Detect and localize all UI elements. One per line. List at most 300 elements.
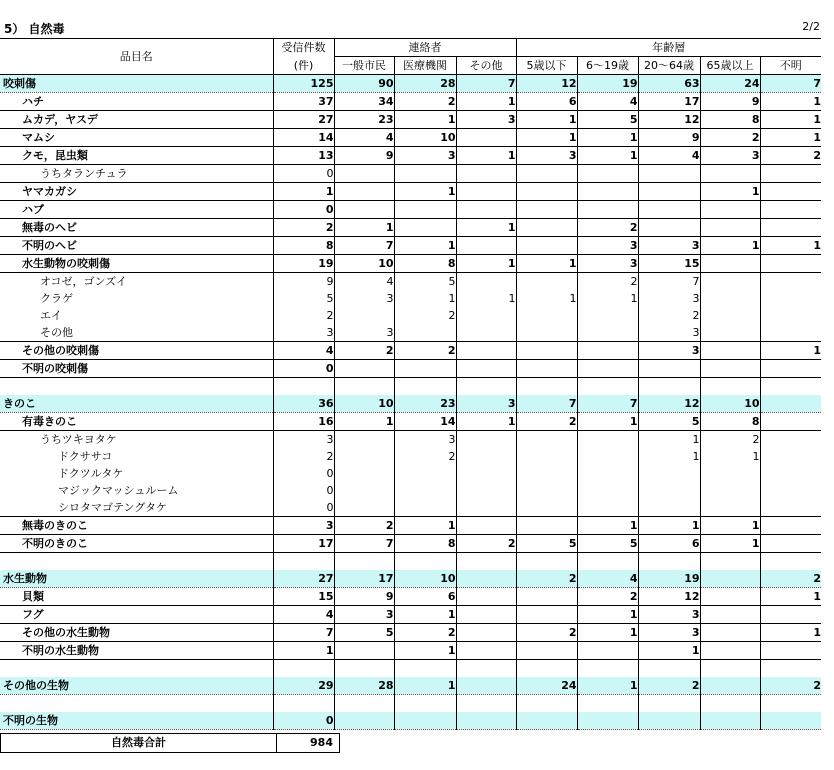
section-title: 5） 自然毒 — [4, 22, 65, 36]
table-row — [0, 307, 821, 324]
cell-value — [516, 324, 577, 342]
category-row — [0, 677, 821, 695]
cell-value — [700, 360, 760, 378]
row-label: 水生動物 — [0, 570, 273, 588]
cell-value: 2 — [273, 307, 334, 324]
cell-value: 3 — [638, 624, 700, 642]
cell-value — [760, 660, 821, 678]
cell-value: 1 — [394, 606, 456, 624]
header-contact-col: 一般市民 — [334, 57, 394, 75]
cell-value — [516, 606, 577, 624]
table-row — [0, 183, 821, 201]
cell-value — [516, 219, 577, 237]
row-label: オコゼ，ゴンズイ — [40, 275, 127, 288]
cell-value: 1 — [638, 642, 700, 660]
cell-value: 5 — [394, 273, 456, 291]
cell-value — [456, 517, 516, 535]
row-label: エイ — [40, 309, 62, 322]
cell-value — [760, 219, 821, 237]
cell-value — [394, 712, 456, 730]
cell-value: 4 — [577, 570, 638, 588]
header-contact-col: その他 — [456, 57, 516, 75]
cell-value — [516, 201, 577, 219]
cell-value — [577, 642, 638, 660]
cell-value: 4 — [638, 147, 700, 165]
cell-value — [700, 553, 760, 571]
row-label: 不明のヘビ — [0, 237, 273, 255]
cell-value — [516, 183, 577, 201]
cell-value — [760, 535, 821, 553]
cell-value — [577, 553, 638, 571]
cell-value: 1 — [456, 219, 516, 237]
cell-value: 1 — [700, 183, 760, 201]
table-row — [0, 290, 821, 307]
cell-value — [394, 499, 456, 517]
cell-value: 4 — [273, 606, 334, 624]
cell-value — [760, 448, 821, 465]
cell-value: 10 — [334, 255, 394, 273]
header-contact-col: 医療機関 — [394, 57, 456, 75]
cell-value: 4 — [273, 342, 334, 360]
cell-value: 6 — [516, 93, 577, 111]
cell-value: 3 — [394, 147, 456, 165]
table-row — [0, 448, 821, 465]
table-row — [0, 535, 821, 553]
cell-value — [638, 378, 700, 396]
total-table — [0, 733, 340, 753]
row-label: ヤマカガシ — [0, 183, 273, 201]
header-age-col: 65歳以上 — [700, 57, 760, 75]
cell-value: 9 — [638, 129, 700, 147]
cell-value: 19 — [577, 75, 638, 93]
cell-value: 0 — [273, 499, 334, 517]
table-row — [0, 413, 821, 431]
row-label: 不明の生物 — [0, 712, 273, 730]
cell-value: 2 — [516, 413, 577, 431]
cell-value — [700, 378, 760, 396]
row-label: マムシ — [0, 129, 273, 147]
cell-value — [700, 482, 760, 499]
cell-value — [577, 307, 638, 324]
cell-value: 10 — [334, 395, 394, 413]
cell-value — [516, 712, 577, 730]
cell-value: 1 — [394, 183, 456, 201]
cell-value — [394, 360, 456, 378]
table-row — [0, 360, 821, 378]
row-label: フグ — [0, 606, 273, 624]
cell-value — [760, 482, 821, 499]
cell-value — [456, 482, 516, 499]
cell-value: 2 — [760, 570, 821, 588]
cell-value: 3 — [577, 237, 638, 255]
cell-value: 2 — [394, 93, 456, 111]
cell-value: 1 — [516, 290, 577, 307]
cell-value — [760, 255, 821, 273]
spacer-row — [0, 695, 821, 713]
header-age: 年齢層 — [516, 39, 821, 57]
cell-value: 1 — [456, 290, 516, 307]
cell-value: 8 — [394, 535, 456, 553]
cell-value: 1 — [334, 219, 394, 237]
cell-value — [760, 431, 821, 449]
cell-value: 9 — [273, 273, 334, 291]
table-row — [0, 129, 821, 147]
cell-value: 1 — [394, 677, 456, 695]
cell-value: 1 — [760, 111, 821, 129]
table-row — [0, 606, 821, 624]
header-received-unit: (件) — [273, 57, 334, 75]
cell-value — [334, 482, 394, 499]
table-row — [0, 273, 821, 291]
cell-value: 1 — [577, 413, 638, 431]
cell-value — [456, 129, 516, 147]
cell-value — [577, 342, 638, 360]
cell-value: 27 — [273, 111, 334, 129]
cell-value: 2 — [638, 307, 700, 324]
cell-value: 2 — [394, 624, 456, 642]
cell-value: 27 — [273, 570, 334, 588]
table-row — [0, 237, 821, 255]
cell-value — [456, 606, 516, 624]
row-label: ドクササコ — [58, 450, 113, 463]
cell-value: 1 — [760, 237, 821, 255]
cell-value: 7 — [334, 237, 394, 255]
cell-value: 0 — [273, 712, 334, 730]
cell-value: 125 — [273, 75, 334, 93]
row-label: 水生動物の咬刺傷 — [0, 255, 273, 273]
cell-value: 1 — [700, 535, 760, 553]
cell-value: 10 — [700, 395, 760, 413]
cell-value: 5 — [273, 290, 334, 307]
cell-value: 3 — [456, 111, 516, 129]
header-received: 受信件数 — [273, 39, 334, 57]
cell-value — [456, 642, 516, 660]
cell-value — [334, 431, 394, 449]
table-row — [0, 431, 821, 449]
cell-value: 17 — [273, 535, 334, 553]
cell-value: 0 — [273, 201, 334, 219]
table-row — [0, 111, 821, 129]
cell-value: 5 — [638, 413, 700, 431]
cell-value — [700, 290, 760, 307]
cell-value — [516, 273, 577, 291]
cell-value: 1 — [394, 111, 456, 129]
cell-value — [456, 431, 516, 449]
cell-value — [638, 465, 700, 482]
cell-value: 63 — [638, 75, 700, 93]
cell-value — [577, 431, 638, 449]
cell-value: 8 — [273, 237, 334, 255]
cell-value — [273, 553, 334, 571]
cell-value: 2 — [700, 129, 760, 147]
row-label — [0, 553, 273, 571]
table-row — [0, 624, 821, 642]
cell-value: 23 — [334, 111, 394, 129]
cell-value — [334, 660, 394, 678]
cell-value: 3 — [273, 517, 334, 535]
cell-value: 3 — [638, 606, 700, 624]
cell-value: 9 — [700, 93, 760, 111]
cell-value — [334, 499, 394, 517]
cell-value: 2 — [577, 588, 638, 606]
cell-value: 28 — [394, 75, 456, 93]
cell-value: 19 — [638, 570, 700, 588]
cell-value — [760, 712, 821, 730]
cell-value — [394, 201, 456, 219]
cell-value — [760, 307, 821, 324]
cell-value: 1 — [638, 448, 700, 465]
cell-value — [577, 482, 638, 499]
cell-value: 3 — [273, 431, 334, 449]
row-label: クラゲ — [40, 292, 73, 305]
table-row — [0, 642, 821, 660]
cell-value: 1 — [456, 413, 516, 431]
cell-value: 7 — [334, 535, 394, 553]
cell-value: 10 — [394, 129, 456, 147]
cell-value — [456, 165, 516, 183]
cell-value — [516, 660, 577, 678]
cell-value: 13 — [273, 147, 334, 165]
cell-value: 8 — [394, 255, 456, 273]
cell-value: 2 — [394, 448, 456, 465]
cell-value — [760, 606, 821, 624]
cell-value: 2 — [334, 342, 394, 360]
cell-value: 0 — [273, 165, 334, 183]
cell-value: 1 — [638, 431, 700, 449]
page-number: 2/2 — [802, 20, 820, 33]
cell-value — [700, 642, 760, 660]
cell-value — [760, 499, 821, 517]
cell-value: 2 — [577, 219, 638, 237]
row-label — [0, 695, 273, 713]
cell-value — [394, 165, 456, 183]
row-label: ドクツルタケ — [58, 467, 124, 480]
cell-value — [456, 324, 516, 342]
row-label: クモ，昆虫類 — [0, 147, 273, 165]
cell-value — [456, 360, 516, 378]
cell-value: 2 — [516, 570, 577, 588]
cell-value: 2 — [273, 448, 334, 465]
category-row — [0, 75, 821, 93]
cell-value — [516, 360, 577, 378]
cell-value — [760, 324, 821, 342]
cell-value: 3 — [334, 606, 394, 624]
cell-value: 19 — [273, 255, 334, 273]
cell-value: 1 — [577, 129, 638, 147]
cell-value — [334, 712, 394, 730]
cell-value: 7 — [273, 624, 334, 642]
cell-value: 0 — [273, 360, 334, 378]
cell-value: 7 — [516, 395, 577, 413]
cell-value — [638, 183, 700, 201]
cell-value: 1 — [700, 517, 760, 535]
cell-value — [700, 606, 760, 624]
row-label: 無毒のヘビ — [0, 219, 273, 237]
cell-value: 2 — [760, 147, 821, 165]
cell-value — [638, 201, 700, 219]
cell-value: 17 — [638, 93, 700, 111]
cell-value: 9 — [334, 588, 394, 606]
cell-value — [516, 465, 577, 482]
category-row — [0, 570, 821, 588]
cell-value: 15 — [273, 588, 334, 606]
cell-value — [456, 588, 516, 606]
cell-value: 1 — [577, 517, 638, 535]
cell-value — [760, 165, 821, 183]
cell-value — [516, 237, 577, 255]
cell-value — [273, 695, 334, 713]
cell-value: 14 — [273, 129, 334, 147]
table-row — [0, 588, 821, 606]
cell-value: 1 — [638, 517, 700, 535]
cell-value — [760, 695, 821, 713]
cell-value: 4 — [577, 93, 638, 111]
cell-value: 1 — [334, 413, 394, 431]
cell-value: 3 — [638, 290, 700, 307]
cell-value: 90 — [334, 75, 394, 93]
cell-value — [394, 695, 456, 713]
cell-value — [456, 553, 516, 571]
cell-value — [516, 695, 577, 713]
cell-value — [638, 482, 700, 499]
cell-value: 2 — [456, 535, 516, 553]
header-item-name: 品目名 — [0, 39, 273, 75]
cell-value: 1 — [456, 255, 516, 273]
cell-value: 2 — [394, 307, 456, 324]
cell-value — [334, 307, 394, 324]
cell-value — [700, 677, 760, 695]
row-label: 不明のきのこ — [0, 535, 273, 553]
cell-value — [760, 360, 821, 378]
cell-value — [394, 553, 456, 571]
cell-value: 1 — [394, 642, 456, 660]
category-row — [0, 712, 821, 730]
cell-value — [456, 273, 516, 291]
cell-value: 3 — [638, 324, 700, 342]
cell-value: 1 — [577, 677, 638, 695]
cell-value — [334, 448, 394, 465]
cell-value — [577, 183, 638, 201]
cell-value: 1 — [394, 290, 456, 307]
cell-value — [516, 378, 577, 396]
cell-value — [334, 642, 394, 660]
row-label: ハチ — [0, 93, 273, 111]
cell-value: 15 — [638, 255, 700, 273]
cell-value — [577, 201, 638, 219]
row-label: 不明の咬刺傷 — [0, 360, 273, 378]
table-row — [0, 93, 821, 111]
cell-value: 1 — [273, 183, 334, 201]
row-label: その他 — [0, 324, 273, 342]
table-row — [0, 465, 821, 482]
cell-value: 3 — [273, 324, 334, 342]
row-label: その他の生物 — [0, 677, 273, 695]
table-row — [0, 517, 821, 535]
cell-value: 1 — [700, 448, 760, 465]
cell-value — [760, 517, 821, 535]
cell-value — [638, 712, 700, 730]
cell-value — [760, 413, 821, 431]
cell-value — [516, 342, 577, 360]
row-label: 咬刺傷 — [0, 75, 273, 93]
cell-value — [516, 588, 577, 606]
cell-value — [394, 482, 456, 499]
cell-value: 4 — [334, 273, 394, 291]
cell-value: 12 — [516, 75, 577, 93]
category-row — [0, 395, 821, 413]
cell-value — [700, 499, 760, 517]
cell-value — [456, 307, 516, 324]
cell-value — [700, 695, 760, 713]
cell-value — [334, 360, 394, 378]
cell-value — [456, 183, 516, 201]
cell-value: 29 — [273, 677, 334, 695]
row-label: うちツキヨタケ — [40, 433, 117, 446]
cell-value: 36 — [273, 395, 334, 413]
cell-value — [760, 183, 821, 201]
cell-value — [394, 219, 456, 237]
row-label: シロタマゴテングタケ — [0, 499, 273, 517]
cell-value — [516, 517, 577, 535]
total-label: 自然毒合計 — [1, 734, 277, 753]
cell-value: 5 — [577, 111, 638, 129]
cell-value: 5 — [577, 535, 638, 553]
cell-value — [456, 201, 516, 219]
cell-value: 4 — [334, 129, 394, 147]
cell-value: 3 — [516, 147, 577, 165]
row-label: その他の咬刺傷 — [0, 342, 273, 360]
cell-value — [273, 660, 334, 678]
cell-value — [456, 342, 516, 360]
cell-value — [760, 378, 821, 396]
cell-value — [638, 660, 700, 678]
cell-value — [700, 342, 760, 360]
cell-value: 1 — [456, 93, 516, 111]
cell-value: 1 — [760, 129, 821, 147]
cell-value — [456, 465, 516, 482]
row-label: ハブ — [0, 201, 273, 219]
cell-value: 17 — [334, 570, 394, 588]
cell-value — [700, 307, 760, 324]
cell-value: 0 — [273, 482, 334, 499]
cell-value: 23 — [394, 395, 456, 413]
cell-value: 8 — [700, 111, 760, 129]
cell-value: 7 — [456, 75, 516, 93]
header-age-col: 5歳以下 — [516, 57, 577, 75]
cell-value — [456, 570, 516, 588]
cell-value: 3 — [334, 324, 394, 342]
cell-value — [700, 712, 760, 730]
cell-value: 7 — [577, 395, 638, 413]
cell-value: 1 — [516, 255, 577, 273]
row-label: 有毒きのこ — [0, 413, 273, 431]
cell-value — [700, 273, 760, 291]
cell-value — [394, 324, 456, 342]
cell-value — [700, 570, 760, 588]
cell-value — [394, 660, 456, 678]
cell-value: 2 — [577, 273, 638, 291]
cell-value: 3 — [700, 147, 760, 165]
cell-value: 3 — [638, 342, 700, 360]
cell-value: 2 — [638, 677, 700, 695]
cell-value: 6 — [394, 588, 456, 606]
cell-value — [638, 499, 700, 517]
cell-value — [516, 482, 577, 499]
cell-value — [334, 553, 394, 571]
cell-value: 1 — [394, 237, 456, 255]
cell-value: 3 — [334, 290, 394, 307]
cell-value — [273, 378, 334, 396]
